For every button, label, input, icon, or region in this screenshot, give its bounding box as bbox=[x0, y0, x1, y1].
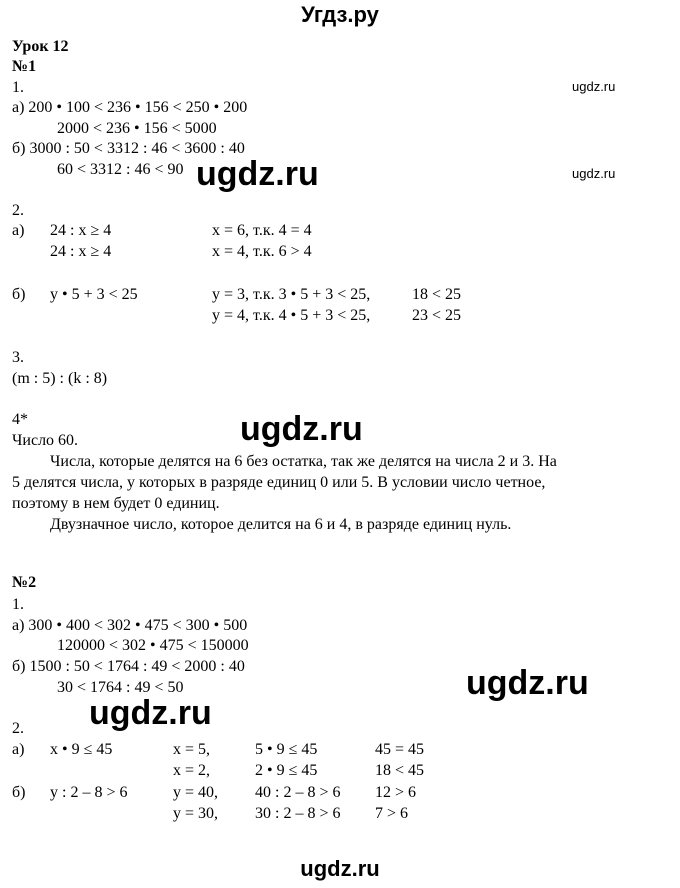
s2-task2-a-r1-calc: 5 • 9 ≤ 45 bbox=[255, 741, 318, 758]
s2-task2-a-r2-compare: 18 < 45 bbox=[375, 762, 425, 779]
s1-task2-a-result1: x = 6, т.к. 4 = 4 bbox=[212, 222, 312, 239]
s1-task1-b-line1: б) 3000 : 50 < 3312 : 46 < 3600 : 40 bbox=[12, 140, 245, 157]
s1-task4-p1-line1: Числа, которые делятся на 6 без остатка, так же делятся на числа 2 и 3. На bbox=[50, 453, 557, 470]
s1-task4-p1-line3: поэтому в нем будет 0 единиц. bbox=[12, 495, 220, 512]
s2-task2-a-r2-x: x = 2, bbox=[173, 762, 211, 779]
s1-task4-p1-line2: 5 делятся числа, у которых в разряде единиц 0 или 5. В условии число четное, bbox=[12, 474, 546, 491]
s2-task1-a-line2: 120000 < 302 • 475 < 150000 bbox=[57, 637, 249, 654]
s2-task2-b-r1-compare: 12 > 6 bbox=[375, 784, 417, 801]
watermark-big-2: ugdz.ru bbox=[240, 410, 363, 448]
s2-task1-number: 1. bbox=[12, 596, 24, 613]
s2-task2-a-expr: x • 9 ≤ 45 bbox=[50, 741, 113, 758]
section-2-title: №2 bbox=[12, 574, 37, 591]
s1-task2-a-expr2: 24 : x ≥ 4 bbox=[50, 243, 112, 260]
s1-task1-number: 1. bbox=[12, 79, 24, 96]
s1-task4-answer: Число 60. bbox=[12, 432, 79, 449]
s2-task2-b-r1-y: y = 40, bbox=[173, 784, 219, 801]
s1-task1-a-line1: а) 200 • 100 < 236 • 156 < 250 • 200 bbox=[12, 99, 248, 116]
s2-task2-number: 2. bbox=[12, 720, 24, 737]
s1-task2-b-result1: y = 3, т.к. 3 • 5 + 3 < 25, bbox=[212, 286, 371, 303]
s1-task3-number: 3. bbox=[12, 349, 24, 366]
lesson-title: Урок 12 bbox=[12, 38, 69, 55]
watermark-big-1: ugdz.ru bbox=[196, 155, 319, 193]
section-1-title: №1 bbox=[12, 58, 37, 75]
s2-task2-a-r2-calc: 2 • 9 ≤ 45 bbox=[255, 762, 318, 779]
s2-task2-b-r2-y: y = 30, bbox=[173, 805, 219, 822]
s2-task1-b-line2: 30 < 1764 : 49 < 50 bbox=[57, 679, 184, 696]
watermark-small-2: ugdz.ru bbox=[572, 166, 616, 181]
s2-task2-b-r2-calc: 30 : 2 – 8 > 6 bbox=[255, 805, 341, 822]
s2-task1-b-line1: б) 1500 : 50 < 1764 : 49 < 2000 : 40 bbox=[12, 658, 245, 675]
watermark-bottom: ugdz.ru bbox=[300, 856, 380, 881]
s1-task4-p2-line1: Двузначное число, которое делится на 6 и 4, в разряде единиц нуль. bbox=[50, 516, 512, 533]
s2-task2-b-r2-compare: 7 > 6 bbox=[375, 805, 409, 822]
s2-task2-b-r1-calc: 40 : 2 – 8 > 6 bbox=[255, 784, 341, 801]
s2-task2-b-expr: y : 2 – 8 > 6 bbox=[50, 784, 128, 801]
site-title: Угдз.ру bbox=[301, 2, 379, 27]
watermark-big-4: ugdz.ru bbox=[89, 694, 212, 732]
watermark-small-1: ugdz.ru bbox=[572, 79, 616, 94]
s1-task2-b-expr: y • 5 + 3 < 25 bbox=[50, 286, 138, 303]
s2-task2-a-r1-compare: 45 = 45 bbox=[375, 741, 425, 758]
s1-task2-b-compare1: 18 < 25 bbox=[412, 286, 462, 303]
s2-task2-b-label: б) bbox=[12, 784, 26, 801]
s1-task4-number: 4* bbox=[12, 411, 28, 428]
s1-task2-a-label: а) bbox=[12, 222, 25, 239]
s1-task2-b-compare2: 23 < 25 bbox=[412, 307, 462, 324]
s2-task2-a-r1-x: x = 5, bbox=[173, 741, 211, 758]
s1-task3-expr: (m : 5) : (k : 8) bbox=[12, 370, 108, 387]
s1-task1-b-line2: 60 < 3312 : 46 < 90 bbox=[57, 161, 184, 178]
s1-task2-b-label: б) bbox=[12, 286, 26, 303]
s1-task2-number: 2. bbox=[12, 202, 24, 219]
s1-task2-b-result2: y = 4, т.к. 4 • 5 + 3 < 25, bbox=[212, 307, 371, 324]
s1-task1-a-line2: 2000 < 236 • 156 < 5000 bbox=[57, 120, 217, 137]
s2-task1-a-line1: а) 300 • 400 < 302 • 475 < 300 • 500 bbox=[12, 617, 248, 634]
s2-task2-a-label: а) bbox=[12, 741, 25, 758]
s1-task2-a-result2: x = 4, т.к. 6 > 4 bbox=[212, 243, 312, 260]
s1-task2-a-expr1: 24 : x ≥ 4 bbox=[50, 222, 112, 239]
watermark-big-3: ugdz.ru bbox=[466, 664, 589, 702]
